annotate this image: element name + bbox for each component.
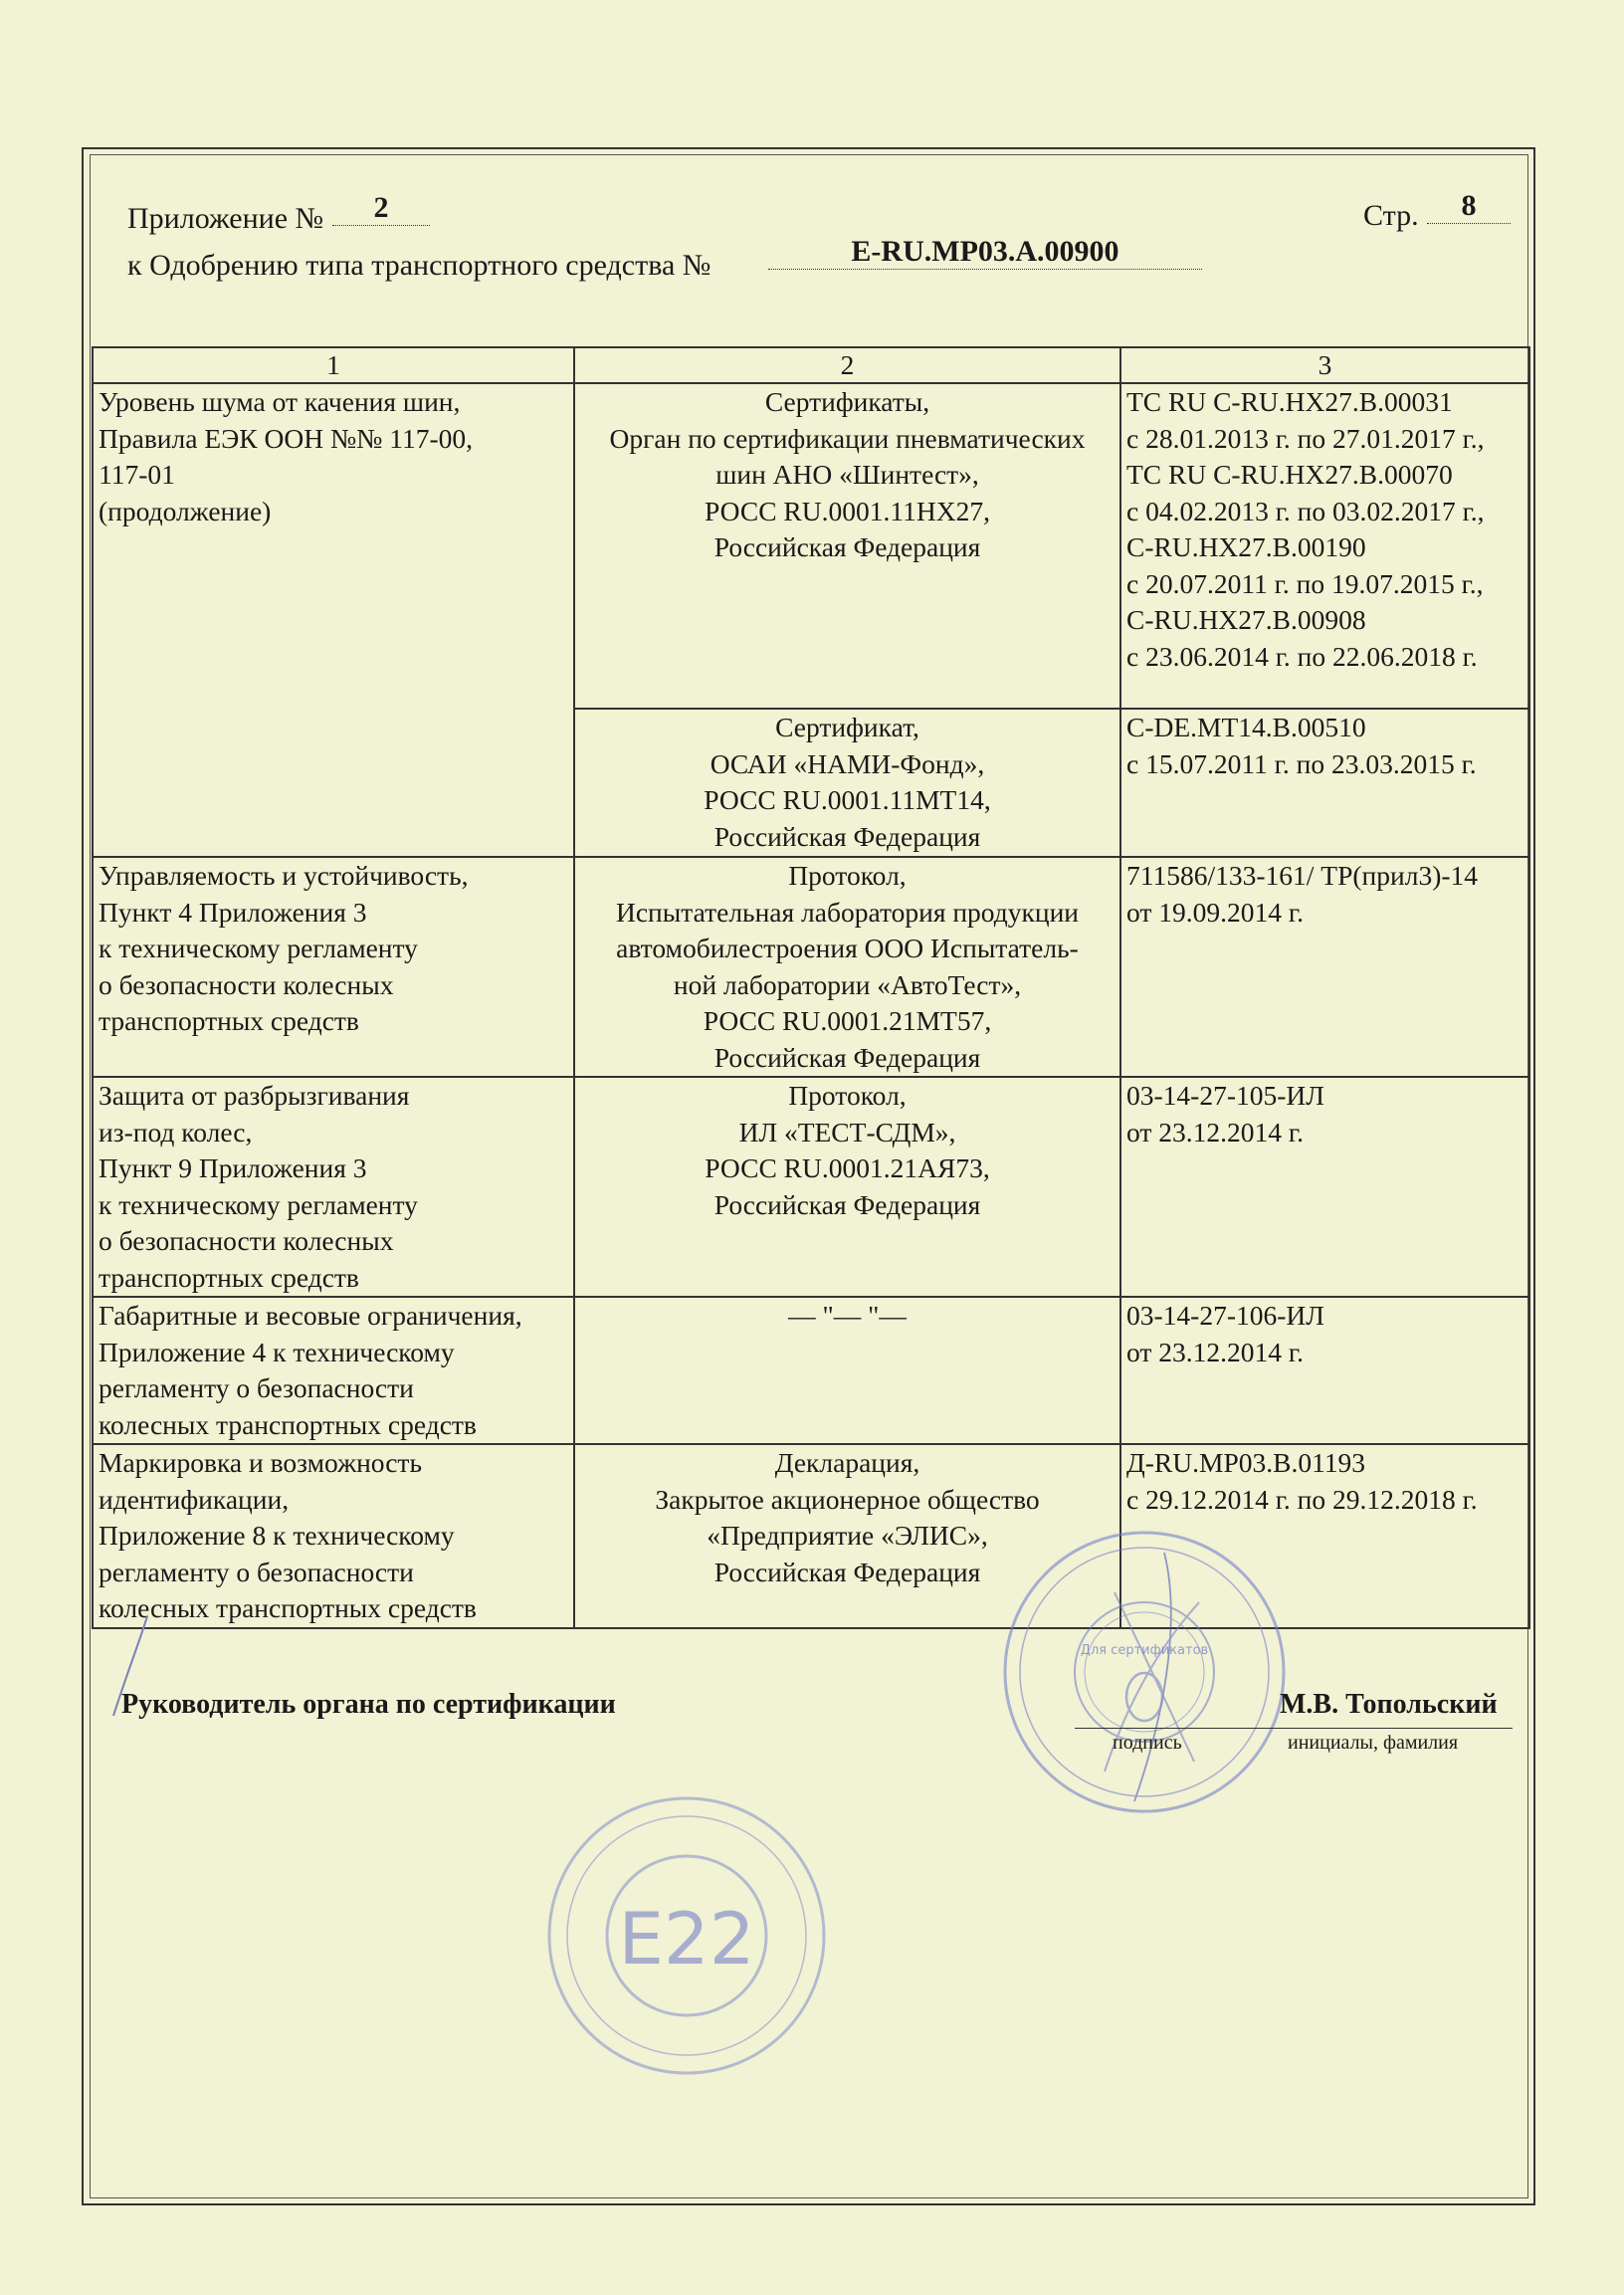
name-caption: инициалы, фамилия xyxy=(1288,1732,1459,1754)
table-header-row xyxy=(93,347,1529,383)
requirement-cell xyxy=(93,383,574,857)
cell-line: идентификации, xyxy=(99,1483,290,1515)
e22-emblem-text: E22 xyxy=(618,1897,755,1981)
cell-line: Российская Федерация xyxy=(713,1188,981,1220)
certification-seal-icon xyxy=(995,1523,1294,1821)
cell-line: Российская Федерация xyxy=(713,1556,981,1587)
approval-number: E-RU.MP03.A.00900 xyxy=(768,235,1202,270)
cell-line: РОСС RU.0001.21МТ57, xyxy=(703,1005,992,1036)
cell-line: с 20.07.2011 г. по 19.07.2015 г., xyxy=(1126,567,1484,599)
cell-line: Защита от разбрызгивания xyxy=(99,1080,410,1111)
document-cell xyxy=(1120,383,1529,709)
cell-line: Закрытое акционерное общество xyxy=(655,1483,1040,1515)
cell-line: ИЛ «ТЕСТ-СДМ», xyxy=(738,1116,956,1148)
authority-cell xyxy=(574,1077,1120,1297)
signatory-title: Руководитель органа по сертификации xyxy=(121,1689,616,1720)
cell-line: из-под колес, xyxy=(99,1116,253,1148)
cell-line: 03-14-27-106-ИЛ xyxy=(1126,1300,1324,1331)
column-header: 1 xyxy=(93,347,574,383)
cell-line: (продолжение) xyxy=(99,495,272,526)
cell-line: транспортных средств xyxy=(99,1261,359,1293)
cell-line: Правила ЕЭК ООН №№ 117-00, xyxy=(99,422,474,454)
cell-line: Габаритные и весовые ограничения, xyxy=(99,1300,522,1331)
cell-line: Декларация, xyxy=(774,1447,920,1478)
sign-caption: подпись xyxy=(1113,1732,1182,1754)
cell-line: регламенту о безопасности xyxy=(99,1556,414,1587)
column-header: 3 xyxy=(1120,347,1529,383)
authority-cell xyxy=(574,857,1120,1077)
page-label: Стр. xyxy=(1363,199,1419,232)
cell-line: Российская Федерация xyxy=(713,820,981,852)
authority-cell xyxy=(574,709,1120,857)
cell-line: транспортных средств xyxy=(99,1005,359,1036)
cell-line: 03-14-27-105-ИЛ xyxy=(1126,1080,1324,1111)
cell-line: с 15.07.2011 г. по 23.03.2015 г. xyxy=(1126,747,1477,779)
e22-emblem-icon xyxy=(537,1786,836,2085)
cell-line: колесных транспортных средств xyxy=(99,1592,477,1623)
cell-line: Пункт 9 Приложения 3 xyxy=(99,1152,367,1183)
cell-line: Испытательная лаборатория продукции xyxy=(615,896,1080,928)
cell-line: C-DE.МТ14.B.00510 xyxy=(1126,712,1366,742)
cell-line: Протокол, xyxy=(788,860,907,891)
cell-line: от 23.12.2014 г. xyxy=(1126,1116,1304,1148)
cell-line: Управляемость и устойчивость, xyxy=(99,860,469,891)
requirement-cell xyxy=(93,857,574,1077)
table-row xyxy=(93,1077,1529,1297)
requirement-cell xyxy=(93,1297,574,1444)
page-number: 8 xyxy=(1427,189,1511,224)
document-cell xyxy=(1120,1077,1529,1297)
cell-line: РОСС RU.0001.11НХ27, xyxy=(705,495,990,526)
cell-line: C-RU.НХ27.B.00908 xyxy=(1126,604,1366,635)
table-row xyxy=(93,1444,1529,1628)
cell-line: 711586/133-161/ ТР(прил3)-14 xyxy=(1126,860,1479,891)
cell-line: Д-RU.MP03.B.01193 xyxy=(1126,1447,1366,1478)
cell-line: Протокол, xyxy=(788,1080,907,1111)
cell-line: о безопасности колесных xyxy=(99,968,394,1000)
cell-line: с 29.12.2014 г. по 29.12.2018 г. xyxy=(1126,1483,1478,1515)
cell-line: Маркировка и возможность xyxy=(99,1447,422,1478)
cell-line: — "— "— xyxy=(788,1300,907,1331)
cell-line: РОСС RU.0001.11МТ14, xyxy=(704,784,991,815)
table-row xyxy=(93,857,1529,1077)
column-header: 2 xyxy=(574,347,1120,383)
cell-line: регламенту о безопасности xyxy=(99,1372,414,1403)
cell-line: ной лаборатории «АвтоТест», xyxy=(673,968,1022,1000)
cell-line: к техническому регламенту xyxy=(99,933,418,963)
annex-number: 2 xyxy=(332,191,430,226)
cell-line: от 23.12.2014 г. xyxy=(1126,1336,1304,1367)
table-row xyxy=(93,383,1529,709)
cell-line: Уровень шума от качения шин, xyxy=(99,386,461,417)
cell-line: C-RU.НХ27.B.00190 xyxy=(1126,531,1366,562)
cell-line: Российская Федерация xyxy=(713,1041,981,1073)
approval-label: к Одобрению типа транспортного средства № xyxy=(127,249,711,282)
requirement-cell xyxy=(93,1444,574,1628)
document-cell xyxy=(1120,1297,1529,1444)
authority-cell xyxy=(574,1297,1120,1444)
cell-line: к техническому регламенту xyxy=(99,1188,418,1220)
cell-line: ТС RU C-RU.НХ27.B.00070 xyxy=(1126,459,1453,490)
document-cell xyxy=(1120,857,1529,1077)
cell-line: автомобилестроения ООО Испытатель- xyxy=(616,933,1079,963)
cell-line: Сертификат, xyxy=(775,712,919,742)
signatory-name: М.В. Топольский xyxy=(1280,1689,1498,1720)
cell-line: 117-01 xyxy=(99,459,175,490)
approval-table xyxy=(92,346,1530,1629)
cell-line: Приложение 8 к техническому xyxy=(99,1520,455,1551)
cell-line: шин АНО «Шинтест», xyxy=(715,459,979,490)
cell-line: от 19.09.2014 г. xyxy=(1126,896,1304,928)
annex-label: Приложение № xyxy=(127,202,324,235)
cell-line: Пункт 4 Приложения 3 xyxy=(99,896,367,928)
cell-line: с 04.02.2013 г. по 03.02.2017 г., xyxy=(1126,495,1485,526)
cell-line: РОСС RU.0001.21АЯ73, xyxy=(705,1152,990,1183)
signature-line xyxy=(1075,1728,1513,1729)
document-cell xyxy=(1120,709,1529,857)
seal-inner-text: Для сертификатов xyxy=(1080,1643,1209,1658)
cell-line: колесных транспортных средств xyxy=(99,1408,477,1440)
cell-line: «Предприятие «ЭЛИС», xyxy=(707,1520,988,1551)
cell-line: Орган по сертификации пневматических xyxy=(609,422,1086,454)
cell-line: ОСАИ «НАМИ-Фонд», xyxy=(710,747,985,779)
requirement-cell xyxy=(93,1077,574,1297)
cell-line: Сертификаты, xyxy=(764,386,930,417)
cell-line: Приложение 4 к техническому xyxy=(99,1336,455,1367)
cell-line: с 28.01.2013 г. по 27.01.2017 г., xyxy=(1126,422,1485,454)
cell-line: Российская Федерация xyxy=(713,531,981,562)
cell-line: ТС RU C-RU.НХ27.B.00031 xyxy=(1126,386,1453,417)
cell-line: с 23.06.2014 г. по 22.06.2018 г. xyxy=(1126,640,1478,672)
cell-line: о безопасности колесных xyxy=(99,1225,394,1256)
table-row xyxy=(93,1297,1529,1444)
authority-cell xyxy=(574,383,1120,709)
